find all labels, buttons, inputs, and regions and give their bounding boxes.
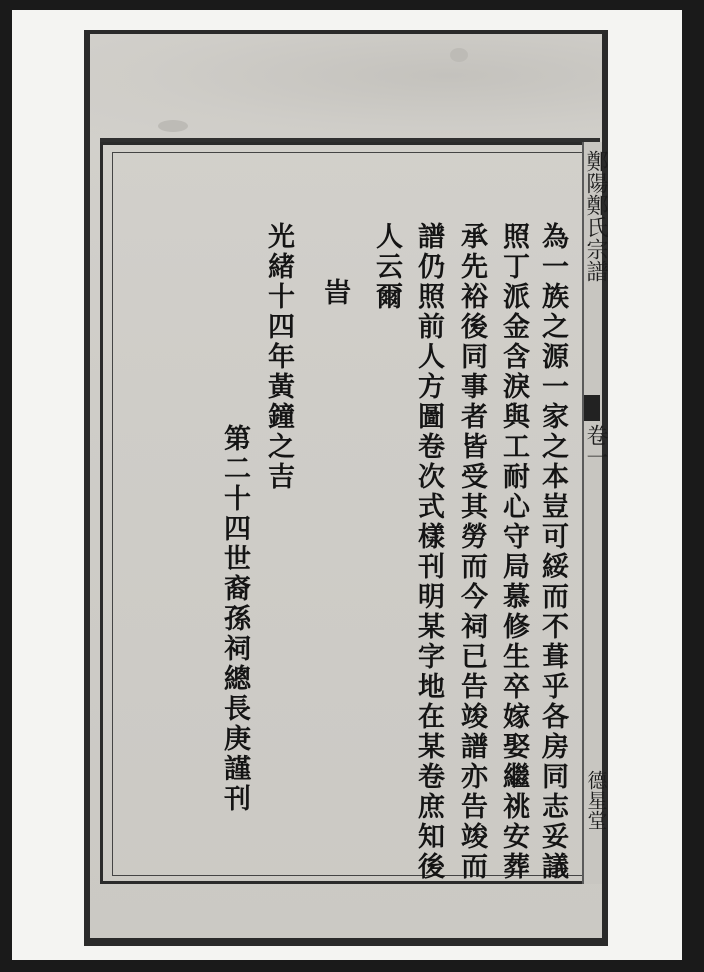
- paper-stain: [158, 120, 188, 132]
- fish-tail-mark: [584, 395, 600, 421]
- signature-line: 第二十四世裔孫祠總長庚謹刊: [219, 424, 250, 814]
- text-column-3: 承先裕後同事者皆受其勞而今祠已告竣譜亦告竣而: [456, 222, 487, 882]
- text-column-5: 人云爾: [371, 222, 402, 312]
- date-line: 光緒十四年黃鐘之吉: [263, 222, 294, 492]
- paper-stain: [450, 48, 468, 62]
- text-column-2: 照丁派金含淚與工耐心守局慕修生卒嫁娶繼祧安葬: [498, 222, 529, 882]
- banxin-volume: 卷一: [583, 424, 608, 468]
- banxin-hall-name: 德星堂: [584, 770, 608, 830]
- banxin-title: 鄭陽鄭氏宗譜: [583, 150, 608, 282]
- text-column-4: 譜仍照前人方圖卷次式樣刊明某字地在某卷庶知後: [413, 222, 444, 882]
- text-column-1: 為一族之源一家之本豈可綏而不葺乎各房同志妥議: [537, 222, 568, 882]
- text-shi-character: 旹: [319, 278, 350, 308]
